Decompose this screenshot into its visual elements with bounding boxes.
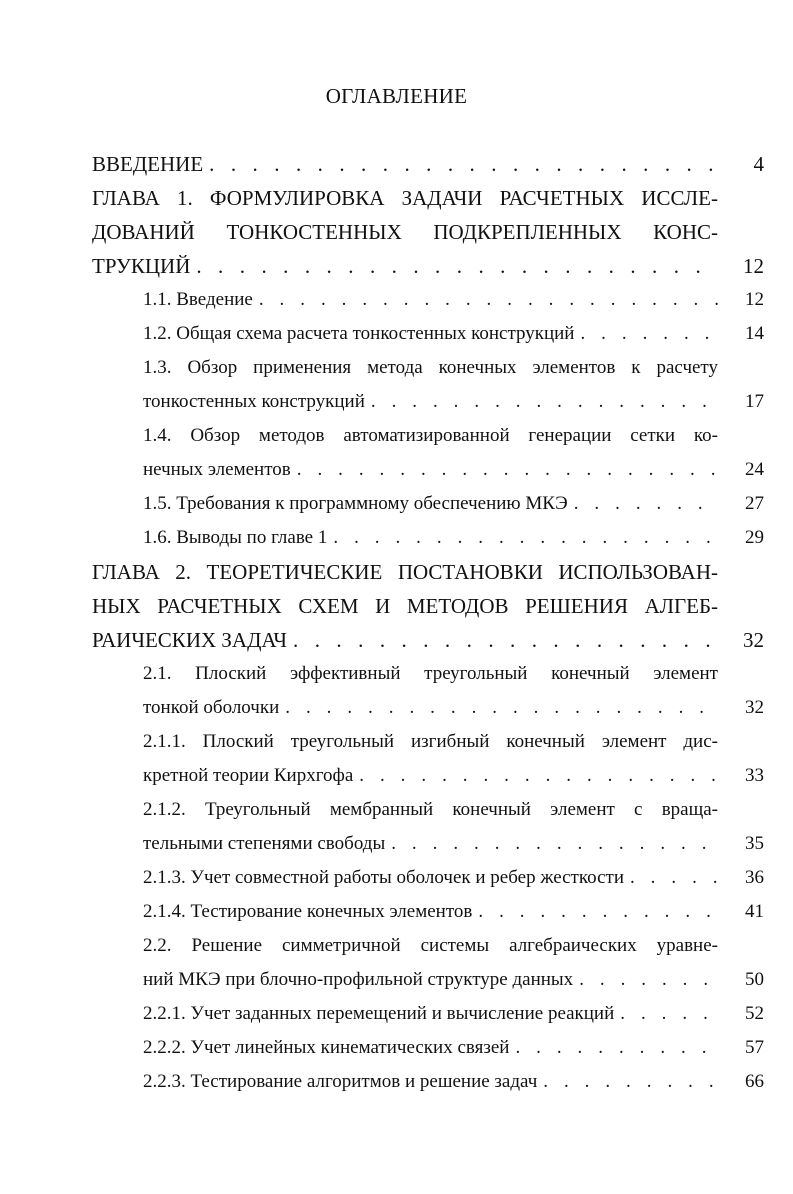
toc-page-number: 57 bbox=[745, 1037, 764, 1058]
toc-entry-text: ний МКЭ при блочно-профильной структуре данных bbox=[143, 969, 574, 990]
toc-entry-1-4-end[interactable] bbox=[143, 456, 718, 484]
leader-dots bbox=[203, 150, 718, 178]
leader-dots bbox=[253, 286, 718, 314]
toc-entry-text: 2.1.4. Тестирование конечных элементов bbox=[143, 901, 473, 922]
toc-entry-text: РАИЧЕСКИХ ЗАДАЧ bbox=[92, 628, 288, 652]
toc-page-number: 12 bbox=[743, 254, 764, 278]
leader-dots bbox=[353, 762, 718, 790]
toc-entry-text: тельными степенями свободы bbox=[143, 833, 386, 854]
leader-dots bbox=[614, 1000, 718, 1028]
leader-dots bbox=[624, 864, 718, 892]
toc-entry-text: кретной теории Кирхгофа bbox=[143, 765, 354, 786]
toc-page-number: 12 bbox=[745, 289, 764, 310]
toc-page-number: 35 bbox=[745, 833, 764, 854]
toc-entry-text: 2.2.2. Учет линейных кинематических связей bbox=[143, 1037, 510, 1058]
toc-entry-2-1-1-end[interactable] bbox=[143, 762, 718, 790]
toc-entry-text: 2.1.3. Учет совместной работы оболочек и ребер жесткости bbox=[143, 867, 624, 888]
toc-entry-1-6[interactable] bbox=[143, 524, 718, 552]
toc-entry-text: ГЛАВА 1. ФОРМУЛИРОВКА ЗАДАЧИ РАСЧЕТНЫХ ИССЛЕ- bbox=[92, 186, 718, 210]
toc-entry-2-2-2[interactable] bbox=[143, 1034, 718, 1062]
toc-entry-text: 1.5. Требования к программному обеспечению МКЭ bbox=[143, 493, 568, 514]
toc-entry-2-1-4[interactable] bbox=[143, 898, 718, 926]
toc-entry-2-1[interactable] bbox=[143, 660, 718, 688]
toc-entry-text: тонкостенных конструкций bbox=[143, 391, 365, 412]
toc-entry-2-1-2[interactable] bbox=[143, 796, 718, 824]
toc-entry-text: 1.2. Общая схема расчета тонкостенных конструкций bbox=[143, 323, 575, 344]
toc-entry-text: тонкой оболочки bbox=[143, 697, 280, 718]
leader-dots bbox=[573, 966, 718, 994]
toc-page-number: 50 bbox=[745, 969, 764, 990]
toc-entry-2-2-end[interactable] bbox=[143, 966, 718, 994]
toc-entry-text: ГЛАВА 2. ТЕОРЕТИЧЕСКИЕ ПОСТАНОВКИ ИСПОЛЬЗОВАН- bbox=[92, 560, 718, 584]
toc-entry-text: 2.1.1. Плоский треугольный изгибный конечный элемент дис- bbox=[143, 731, 718, 752]
toc-entry-2-2[interactable] bbox=[143, 932, 718, 960]
toc-entry-2-2-3[interactable] bbox=[143, 1068, 718, 1096]
toc-entry-2-1-end[interactable] bbox=[143, 694, 718, 722]
leader-dots bbox=[509, 1034, 718, 1062]
toc-entry-1-3[interactable] bbox=[143, 354, 718, 382]
leader-dots bbox=[327, 524, 718, 552]
toc-entry-text: нечных элементов bbox=[143, 459, 291, 480]
toc-entry-2-1-1[interactable] bbox=[143, 728, 718, 756]
toc-page-number: 24 bbox=[745, 459, 764, 480]
toc-page-number: 36 bbox=[745, 867, 764, 888]
toc-entry-2-1-3[interactable] bbox=[143, 864, 718, 892]
leader-dots bbox=[537, 1068, 718, 1096]
toc-entry-text: ВВЕДЕНИЕ bbox=[92, 152, 204, 176]
toc-entry-1-3-end[interactable] bbox=[143, 388, 718, 416]
leader-dots bbox=[279, 694, 718, 722]
toc-entry-text: 2.2.1. Учет заданных перемещений и вычисление реакций bbox=[143, 1003, 615, 1024]
leader-dots bbox=[472, 898, 718, 926]
toc-entry-chapter-1[interactable] bbox=[92, 184, 718, 212]
toc-entry-text: 1.3. Обзор применения метода конечных элементов к расчету bbox=[143, 357, 718, 378]
toc-entry-text: ДОВАНИЙ ТОНКОСТЕННЫХ ПОДКРЕПЛЕННЫХ КОНС- bbox=[92, 220, 718, 244]
toc-entry-text: 2.2. Решение симметричной системы алгебраических уравне- bbox=[143, 935, 718, 956]
toc-entry-chapter-2[interactable] bbox=[92, 558, 718, 586]
leader-dots bbox=[291, 456, 718, 484]
leader-dots bbox=[365, 388, 718, 416]
toc-entry-text: 1.4. Обзор методов автоматизированной генерации сетки ко- bbox=[143, 425, 718, 446]
toc-entry-text: ТРУКЦИЙ bbox=[92, 254, 191, 278]
page-title: ОГЛАВЛЕНИЕ bbox=[325, 84, 468, 108]
toc-page-number: 33 bbox=[745, 765, 764, 786]
toc-entry-1-5[interactable] bbox=[143, 490, 718, 518]
toc-page-number: 32 bbox=[743, 628, 764, 652]
toc-page-number: 17 bbox=[745, 391, 764, 412]
toc-page-number: 4 bbox=[753, 152, 764, 176]
toc-entry-text: НЫХ РАСЧЕТНЫХ СХЕМ И МЕТОДОВ РЕШЕНИЯ АЛГЕБ- bbox=[92, 594, 718, 618]
leader-dots bbox=[287, 626, 718, 654]
toc-entry-introduction[interactable] bbox=[92, 150, 718, 178]
leader-dots bbox=[574, 320, 718, 348]
toc-entry-1-4[interactable] bbox=[143, 422, 718, 450]
toc-page-number: 32 bbox=[745, 697, 764, 718]
toc-entry-chapter-2-end[interactable] bbox=[92, 626, 718, 654]
toc-entry-text: 2.1. Плоский эффективный треугольный конечный элемент bbox=[143, 663, 718, 684]
toc-entry-1-2[interactable] bbox=[143, 320, 718, 348]
toc-page-number: 29 bbox=[745, 527, 764, 548]
toc-entry-text: 1.1. Введение bbox=[143, 289, 253, 310]
toc-page-number: 41 bbox=[745, 901, 764, 922]
leader-dots bbox=[568, 490, 718, 518]
toc-entry-1-1[interactable] bbox=[143, 286, 718, 314]
toc-page-number: 52 bbox=[745, 1003, 764, 1024]
toc-entry-2-2-1[interactable] bbox=[143, 1000, 718, 1028]
toc-page-number: 14 bbox=[745, 323, 764, 344]
toc-entry-chapter-2-cont[interactable] bbox=[92, 592, 718, 620]
leader-dots bbox=[190, 252, 718, 280]
toc-entry-chapter-1-cont[interactable] bbox=[92, 218, 718, 246]
toc-entry-2-1-2-end[interactable] bbox=[143, 830, 718, 858]
toc-entry-text: 1.6. Выводы по главе 1 bbox=[143, 527, 328, 548]
toc-page-number: 27 bbox=[745, 493, 764, 514]
toc-page-number: 66 bbox=[745, 1071, 764, 1092]
toc-entry-chapter-1-end[interactable] bbox=[92, 252, 718, 280]
toc-entry-text: 2.2.3. Тестирование алгоритмов и решение задач bbox=[143, 1071, 538, 1092]
toc-entry-text: 2.1.2. Треугольный мембранный конечный элемент с враща- bbox=[143, 799, 718, 820]
leader-dots bbox=[385, 830, 718, 858]
